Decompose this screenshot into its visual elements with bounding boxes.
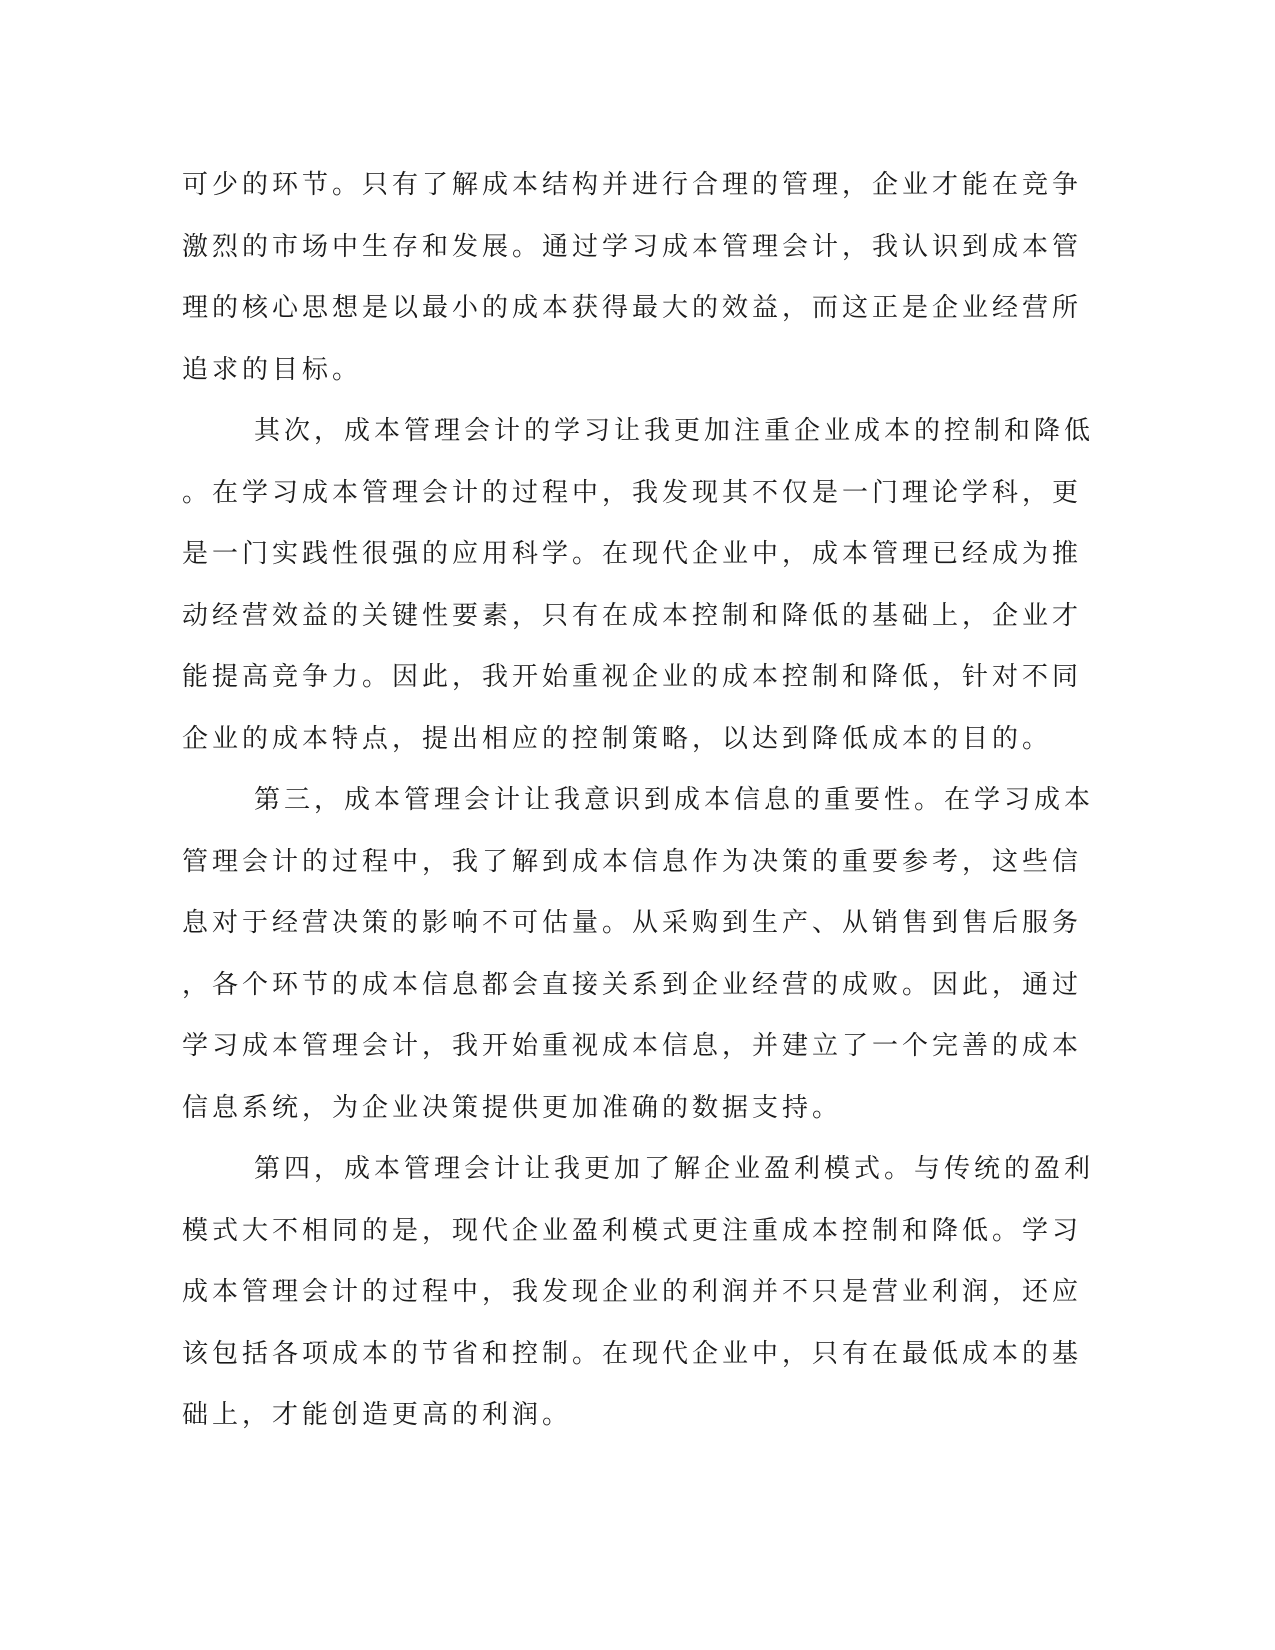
text-line: 第四，成本管理会计让我更加了解企业盈利模式。与传统的盈利 (254, 1154, 1095, 1184)
paragraph-3 (182, 770, 1095, 1139)
paragraph-4 (182, 1139, 1095, 1447)
text-line: 息对于经营决策的影响不可估量。从采购到生产、从销售到售后服务 (182, 908, 1083, 938)
text-line: 该包括各项成本的节省和控制。在现代企业中，只有在最低成本的基 (182, 1338, 1083, 1369)
paragraph-1 (182, 155, 1083, 401)
text-line: 能提高竞争力。因此，我开始重视企业的成本控制和降低，针对不同 (182, 662, 1083, 692)
document-body (182, 155, 1095, 1447)
text-line: 学习成本管理会计，我开始重视成本信息，并建立了一个完善的成本 (182, 1031, 1083, 1061)
text-line: 其次，成本管理会计的学习让我更加注重企业成本的控制和降低 (254, 416, 1095, 446)
text-line: 追求的目标。 (182, 354, 363, 385)
text-line: 础上，才能创造更高的利润。 (182, 1400, 573, 1430)
text-line: 模式大不相同的是，现代企业盈利模式更注重成本控制和降低。学习 (182, 1215, 1083, 1246)
text-line: 企业的成本特点，提出相应的控制策略，以达到降低成本的目的。 (182, 723, 1053, 754)
text-line: 信息系统，为企业决策提供更加准确的数据支持。 (182, 1092, 843, 1123)
text-line: 可少的环节。只有了解成本结构并进行合理的管理，企业才能在竞争 (182, 170, 1083, 200)
text-line: 成本管理会计的过程中，我发现企业的利润并不只是营业利润，还应 (182, 1277, 1083, 1307)
text-line: 激烈的市场中生存和发展。通过学习成本管理会计，我认识到成本管 (182, 231, 1083, 262)
text-line: 。在学习成本管理会计的过程中，我发现其不仅是一门理论学科，更 (182, 477, 1083, 508)
paragraph-2 (182, 401, 1095, 770)
text-line: 第三，成本管理会计让我意识到成本信息的重要性。在学习成本 (254, 785, 1095, 815)
text-line: 理的核心思想是以最小的成本获得最大的效益，而这正是企业经营所 (182, 293, 1083, 323)
text-line: 管理会计的过程中，我了解到成本信息作为决策的重要参考，这些信 (182, 846, 1083, 877)
text-line: 动经营效益的关键性要素，只有在成本控制和降低的基础上，企业才 (182, 600, 1083, 631)
text-line: 是一门实践性很强的应用科学。在现代企业中，成本管理已经成为推 (182, 539, 1083, 569)
text-line: ，各个环节的成本信息都会直接关系到企业经营的成败。因此，通过 (182, 969, 1083, 1000)
